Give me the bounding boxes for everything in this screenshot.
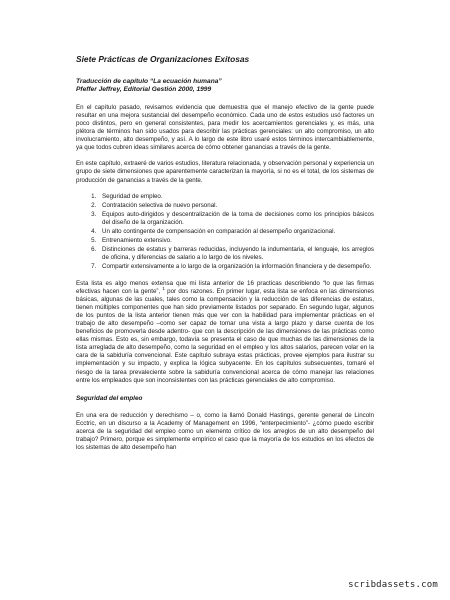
document-meta [76,78,374,95]
paragraph-text: Esta lista es algo menos extensa que mi lista anterior de 16 practicas describiendo “lo que las firmas efectivas hacen con la gente”, [76,279,374,295]
list-item: 6. Distinciones de estatus y barreras reducidas, incluyendo la indumentaria, el lenguaje, los arreglos de oficina, y diferencias de salario a lo largo de los niveles. [98,246,374,262]
section-heading: Seguridad del empleo [76,394,143,402]
list-item: 4. Un alto contingente de compensación en comparación al desempeño organizacional. [98,228,374,236]
document-body [76,54,374,460]
list-item: 7. Compartir extensivamente a lo largo de la organización la información financiera y de desempeño. [98,263,374,271]
paragraph-employment-security: En una era de reducción y derechismo – o, como la llamó Donald Hastings, gerente general de Lincoln Ecctric, en un discurso a la Academy of Management en 1996, “enterpecimiento”- ¿cómo puedo escribir acerca de la seguridad del empleo como un elemento crítico de los arreglos de un alto desempeño del trabajo? Primero, porque es simplemente empírico el caso que la mayoría de los estudios en los efectos de los sistemas de alto desempeño han [76,411,374,452]
footnote-marker[interactable]: 1 [162,285,165,291]
document-title: Siete Prácticas de Organizaciones Exitosas [76,54,250,64]
paragraph-dimensions: En este capítulo, extraeré de varios estudios, literatura relacionada, y observación personal y experiencia un grupo de siete dimensiones que aparentemente caracterizan la mayoría, si no es el total, de los sistemas de producción de ganancias a través de la gente. [76,160,374,184]
list-item: 3. Equipos auto-dirigidos y descentralización de la toma de decisiones como los principios básicos del diseño de la organización. [98,211,374,227]
practices-list [76,193,374,272]
watermark: scribdassets.com [348,580,438,590]
list-item: 5. Entrenamiento extensivo. [98,237,374,245]
translation-note: Traducción de capítulo “La ecuación humana” [76,78,222,85]
paragraph-intro: En el capítulo pasado, revisamos evidencia que demuestra que el manejo efectivo de la gente puede resultar en una mejora sustancial del desempeño económico. Cada uno de estos estudios usó factores un poco distintos, pero en general consistentes, para medir los acercamientos gerenciales y, es más, una plétora de términos han sido usados para describir las prácticas gerenciales: un alto compromiso, un alto involucramiento, alto desempeño, y así. A lo largo de este libro usaré estos términos intercambiablemente, ya que todos cubren ideas similares acerca de cómo obtener ganancias a través de la gente. [76,103,374,152]
list-item: 1. Seguridad de empleo. [98,193,374,201]
paragraph-text: por dos razones. En primer lugar, esta lista se enfoca en las dimensiones básicas, algunas de las cuales, tales como la compensación y la reducción de las diferencias de estatus, tienen múltiples componentes que han sido previamente listados por separado. En segundo lugar, algunos de los puntos de la lista anterior tienen más que ver con la habilidad para implementar prácticas en el trabajo de alto desempeño –como ser capaz de tomar una vista a largo plazo y darse cuenta de los beneficios de promoverla desde adentro- que con la descripción de las dimensiones de las prácticas como ellas mismas. Esto es, sin embargo, todavía se presenta el caso de que muchas de las dimensiones de la lista arreglada de alto desempeño, como la seguridad en el empleo y los altos salarios, parecen volar en la cara de la sabiduría convencional. Este capítulo subraya estas prácticas, provee ejemplos para ilustrar su implementación y su impacto, y explica la lógica subyacente. En los capítulos subsecuentes, tomaré el riesgo de la tarea prevaleciente sobre la sabiduría convencional acerca de cómo manejar las relaciones entre los empleados que son inconsistentes con las prácticas gerenciales de alto compromiso. [76,287,374,384]
list-item: 2. Contratación selectiva de nuevo personal. [98,202,374,210]
source-citation: Pfeffer Jeffrey, Editorial Gestión 2000, 1999 [76,86,212,94]
paragraph-list-comparison [76,280,374,385]
